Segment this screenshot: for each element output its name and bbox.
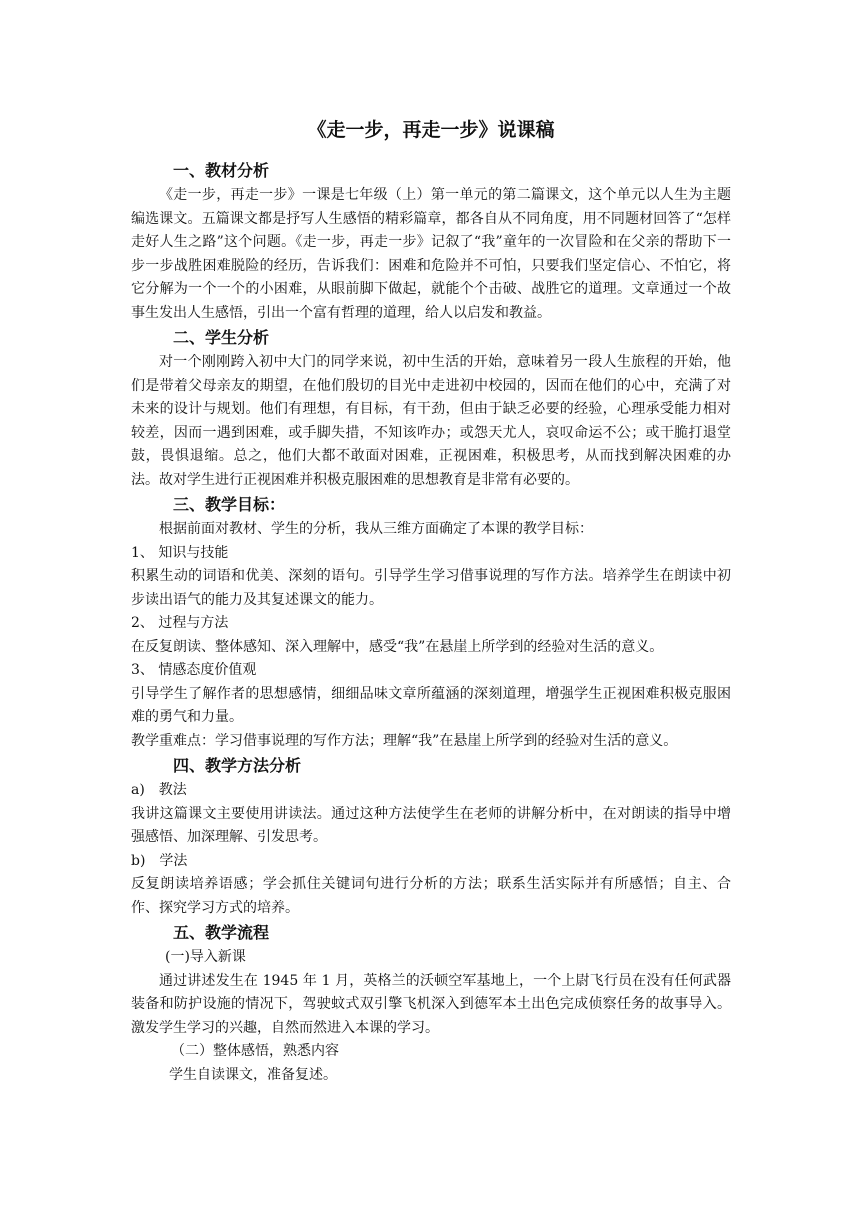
- goal-body-process: 在反复朗读、整体感知、深入理解中，感受“我”在悬崖上所学到的经验对生活的意义。: [131, 638, 664, 655]
- method-body-teaching: 我讲这篇课文主要使用讲读法。通过这种方法使学生在老师的讲解分析中，在对朗读的指导中增强感悟、加深理解、引发思考。: [131, 805, 731, 845]
- paragraph-textbook-analysis: 《走一步，再走一步》一课是七年级（上）第一单元的第二篇课文，这个单元以人生为主题编选课文。五篇课文都是抒写人生感悟的精彩篇章，都各自从不同角度，用不同题材回答了“怎样走好人生之路”这个问题。《走一步，再走一步》记叙了“我”童年的一次冒险和在父亲的帮助下一步一步战胜困难脱险的经历，告诉我们：困难和危险并不可怕，只要我们坚定信心、不怕它，将它分解为一个一个的小困难，从眼前脚下做起，就能个个击破、战胜它的道理。文章通过一个故事生发出人生感悟，引出一个富有哲理的道理，给人以启发和教益。: [131, 187, 731, 321]
- method-body-learning: 反复朗读培养语感；学会抓住关键词句进行分析的方法；联系生活实际并有所感悟；自主、合作、探究学习方式的培养。: [131, 876, 731, 916]
- paragraph-key-points: 教学重难点：学习借事说理的写作方法；理解“我”在悬崖上所学到的经验对生活的意义。: [131, 732, 678, 749]
- goal-label-process: 2、 过程与方法: [131, 615, 229, 631]
- paragraph-goals-intro: 根据前面对教材、学生的分析，我从三维方面确定了本课的教学目标：: [159, 521, 593, 537]
- goal-label-emotion: 3、 情感态度价值观: [131, 662, 257, 678]
- goal-body-knowledge: 积累生动的词语和优美、深刻的语句。引导学生学习借事说理的写作方法。培养学生在朗读中初步读出语气的能力及其复述课文的能力。: [131, 568, 731, 608]
- section-heading-textbook-analysis: 一、教材分析: [173, 161, 270, 180]
- section-heading-teaching-process: 五、教学流程: [173, 923, 270, 942]
- page-title: 《走一步，再走一步》说课稿: [307, 119, 555, 141]
- document-content: [131, 112, 731, 1087]
- process-step-label-intro: (一)导入新课: [165, 949, 246, 965]
- section-heading-teaching-methods: 四、教学方法分析: [173, 756, 302, 775]
- goal-label-knowledge: 1、 知识与技能: [131, 544, 229, 561]
- process-step-label-overall: （二）整体感悟，熟悉内容: [171, 1043, 339, 1059]
- section-heading-student-analysis: 二、学生分析: [173, 328, 270, 347]
- method-label-teaching: a) 教法: [131, 782, 187, 798]
- method-label-learning: b) 学法: [131, 852, 188, 869]
- process-step-body-overall: 学生自读课文，准备复述。: [169, 1066, 337, 1083]
- goal-body-emotion: 引导学生了解作者的思想感情，细细品味文章所蕴涵的深刻道理，增强学生正视困难积极克服困难的勇气和力量。: [131, 685, 731, 725]
- paragraph-student-analysis: 对一个刚刚跨入初中大门的同学来说，初中生活的开始，意味着另一段人生旅程的开始，他们是带着父母亲友的期望，在他们殷切的目光中走进初中校园的，因而在他们的心中，充满了对未来的设计与规划。他们有理想，有目标，有干劲，但由于缺乏必要的经验，心理承受能力相对较差，因而一遇到困难，或手脚失措，不知该咋办；或怨天尤人，哀叹命运不公；或干脆打退堂鼓，畏惧退缩。总之，他们大都不敢面对困难，正视困难，积极思考，从而找到解决困难的办法。故对学生进行正视困难并积极克服困难的思想教育是非常有必要的。: [131, 354, 731, 488]
- section-heading-teaching-goals: 三、教学目标：: [173, 495, 286, 514]
- process-step-body-intro: 通过讲述发生在 1945 年 1 月，英格兰的沃顿空军基地上，一个上尉飞行员在没有任何武器装备和防护设施的情况下，驾驶蚊式双引擎飞机深入到德军本土出色完成侦察任务的故事导入。激发学生学习的兴趣，自然而然进入本课的学习。: [131, 972, 731, 1036]
